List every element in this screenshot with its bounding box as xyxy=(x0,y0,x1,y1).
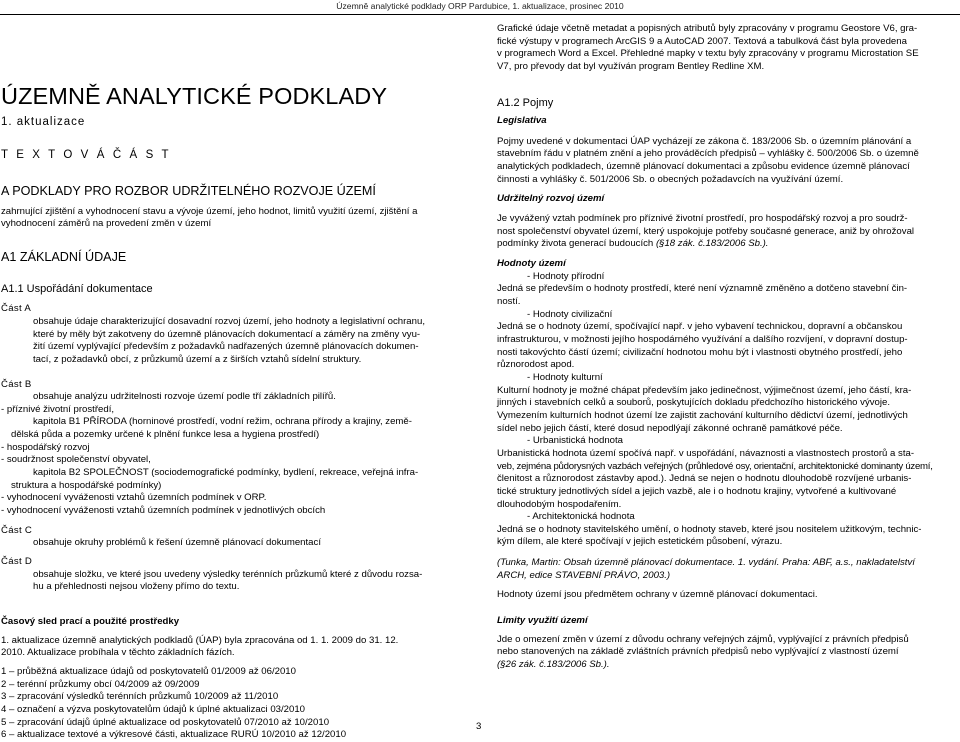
part-b-label: Část B xyxy=(1,378,32,390)
civilizacni-heading: - Hodnoty civilizační xyxy=(527,308,613,320)
text-line: žití území vyplývající především z požadavků nadřazených územně plánovacích dokumen- xyxy=(33,341,419,353)
text-line: Vymezením kulturních hodnot území lze zajistit zachování kulturního dědictví území, jednotlivých xyxy=(497,409,908,421)
legal-reference: (§18 zák. č.183/2006 Sb.). xyxy=(655,238,769,250)
architektonicka-text xyxy=(497,524,955,549)
text-line xyxy=(497,238,955,251)
text-line: Urbanistická hodnota území spočívá např. v uspořádání, návaznosti a vlastnostech prostorů a sta- xyxy=(497,447,915,459)
text-line: Jedná se především o hodnoty prostředí, které není významně změněno a dotčeno stavební čin- xyxy=(497,283,908,295)
phase-list xyxy=(1,666,471,742)
text-fragment: podmínky života generací budoucích xyxy=(497,238,654,250)
udrzitelny-heading: Udržitelný rozvoj území xyxy=(497,193,605,205)
part-b-list xyxy=(1,404,471,518)
citation xyxy=(497,557,955,582)
prirodni-text xyxy=(497,283,955,308)
page-number: 3 xyxy=(476,721,482,732)
text-line: (Tunka, Martin: Obsah územně plánovací dokumentace. 1. vydání. Praha: ABF, a.s., nakladatelství xyxy=(497,557,915,569)
text-line: Grafické údaje včetně metadat a popisných atributů byly zpracovány v programu Geostore V6, gra- xyxy=(497,23,918,34)
list-item: kapitola B2 SPOLEČNOST (sociodemografické podmínky, bydlení, rekreace, veřejná infra- xyxy=(33,467,419,479)
text-line: Je vyvážený vztah podmínek pro příznivé životní prostředí, pro hospodářský rozvoj a pro soudrž- xyxy=(497,213,908,225)
text-line: obsahuje údaje charakterizující dosavadní rozvoj území, jeho hodnoty a legislativní ochranu, xyxy=(33,315,425,327)
document-subtitle: 1. aktualizace xyxy=(1,115,86,128)
a1-heading: A1 ZÁKLADNÍ ÚDAJE xyxy=(1,250,127,265)
text-line: kým dílem, ale které spočívají v jejich estetickém působení, výrazu. xyxy=(497,536,783,548)
part-b-text: obsahuje analýzu udržitelnosti rozvoje území podle tří základních pilířů. xyxy=(33,391,336,403)
text-line: infrastrukturou, v možnosti jejího hospodárného využívání a dalšího rozvíjení, v dopravní dostup- xyxy=(497,333,908,345)
text-line: Kulturní hodnoty je možné chápat především jako jedinečnost, výjimečnost území, jeho částí, kra- xyxy=(497,384,912,396)
section-a-description xyxy=(1,206,471,231)
phase-item: 5 – zpracování údajů úplné aktualizace od poskytovatelů 07/2010 až 10/2010 xyxy=(1,716,330,728)
hodnoty-outro: Hodnoty území jsou předmětem ochrany v územně plánovací dokumentaci. xyxy=(497,589,818,601)
timeline-heading: Časový sled prací a použité prostředky xyxy=(1,616,180,628)
text-line: nosti takovýchto částí území; civilizační hodnotou mohu být i vlastnosti obytného prostředí, jeho xyxy=(497,346,903,358)
left-column xyxy=(1,84,471,742)
list-item: dělská půda a pozemky určené k plnění funkce lesa a hygiena prostředí) xyxy=(11,429,320,441)
phase-item: 2 – terénní průzkumy obcí 04/2009 až 09/2009 xyxy=(1,678,200,690)
text-line: vyhodnocení záměrů na provedení změn v území xyxy=(1,218,212,230)
text-line: ARCH, edice STAVEBNÍ PRÁVO, 2003.) xyxy=(497,569,671,581)
part-c-label: Část C xyxy=(1,524,33,536)
list-item: struktura a hospodářské podmínky) xyxy=(11,479,162,491)
phase-item: 3 – zpracování výsledků terénních průzkumů 10/2009 až 11/2010 xyxy=(1,691,279,703)
text-line: členitost a různorodost zástavby apod.). Jedná se nejen o hodnotu dlouhodobě rozvíjené urbanis- xyxy=(497,473,912,485)
urbanisticka-text xyxy=(497,448,955,511)
text-line: stavebním řádu v platném znění a jeho prováděcích předpisů – vyhlášky č. 500/2006 Sb. o územně xyxy=(497,148,919,160)
part-a-label: Část A xyxy=(1,303,32,315)
text-line: analytických podkladech, územně plánovací dokumentaci a způsobu evidence územně plánovací xyxy=(497,161,910,173)
list-item: - příznivé životní prostředí, xyxy=(1,403,115,415)
phase-item: 1 – průběžná aktualizace údajů od poskytovatelů 01/2009 až 06/2010 xyxy=(1,665,296,677)
limity-heading: Limity využití území xyxy=(497,615,588,627)
text-line: fické výstupy v programech ArcGIS 9 a AutoCAD 2007. Textová a tabulková část byla provedena xyxy=(497,35,907,47)
legislativa-heading: Legislativa xyxy=(497,115,547,127)
text-line: Jedná se o hodnoty území, spočívající např. v jeho vybavení technickou, dopravní a občanskou xyxy=(497,321,903,333)
urbanisticka-heading: - Urbanistická hodnota xyxy=(527,435,623,447)
text-line: 2010. Aktualizace probíhala v těchto základních fázích. xyxy=(1,647,235,659)
a11-heading: A1.1 Uspořádání dokumentace xyxy=(1,282,153,295)
header-rule xyxy=(0,14,960,15)
udrzitelny-text xyxy=(497,213,955,251)
text-line: V7, pro převody dat byl využíván program Bentley Redline XM. xyxy=(497,60,765,72)
text-line: v programech Word a Excel. Přehledné mapky v textu byly zpracovány v programu Microstation SE xyxy=(497,48,919,60)
text-line: činnosti a vyhlášky č. 501/2006 Sb. o obecných požadavcích na využívání území. xyxy=(497,173,844,185)
text-line: Jde o omezení změn v území z důvodu ochrany veřejných zájmů, vyplývající z právních předpisů xyxy=(497,633,909,645)
page-header xyxy=(0,0,960,15)
list-item: - soudržnost společenství obyvatel, xyxy=(1,454,151,466)
legislativa-text xyxy=(497,136,955,187)
text-line: veb, zejména půdorysných vazbách veřejných (průhledové osy, orientační, architektonické dominanty území, xyxy=(497,460,933,472)
legal-reference: (§26 zák. č.183/2006 Sb.). xyxy=(497,659,610,671)
a12-heading: A1.2 Pojmy xyxy=(497,96,554,109)
text-line: dlouhodobým hospodařením. xyxy=(497,498,622,510)
text-line: ností. xyxy=(497,296,521,308)
text-line: které by měly být zakotveny do územně plánovacích dokumentací a záměry na změny vyu- xyxy=(33,328,421,340)
text-line: Jedná se o hodnoty stavitelského umění, o hodnoty staveb, které jsou nositelem užitkovým, technic- xyxy=(497,523,922,535)
phase-item: 4 – označení a výzva poskytovatelům údajů k úplné aktualizaci 03/2010 xyxy=(1,703,305,715)
section-a-heading: A PODKLADY PRO ROZBOR UDRŽITELNÉHO ROZVOJE ÚZEMÍ xyxy=(1,184,376,199)
running-header-title: Územně analytické podklady ORP Pardubice, 1. aktualizace, prosinec 2010 xyxy=(336,1,624,11)
text-line: zahrnující zjištění a vyhodnocení stavu a vývoje území, jeho hodnot, limitů využití území, zjištění a xyxy=(1,205,418,217)
list-item: - hospodářský rozvoj xyxy=(1,441,90,453)
part-c-text: obsahuje okruhy problémů k řešení územně plánovací dokumentací xyxy=(33,537,321,549)
text-line: 1. aktualizace územně analytických podkladů (ÚAP) byla zpracována od 1. 1. 2009 do 31. 12. xyxy=(1,634,399,646)
list-item: - vyhodnocení vyváženosti vztahů územních podmínek v jednotlivých obcích xyxy=(1,505,326,517)
text-line: nebo stanovených na základě zvláštních právních předpisů nebo vyplývající z vlastností území xyxy=(497,646,899,658)
kulturni-text xyxy=(497,385,955,436)
text-line: tací, z požadavků obcí, z průzkumů území a z širších vztahů sídelní struktury. xyxy=(33,353,362,365)
text-part-heading: T E X T O V Á Č Á S T xyxy=(1,149,172,162)
list-item: kapitola B1 PŘÍRODA (horninové prostředí, vodní režim, ochrana přírody a krajiny, země- xyxy=(33,416,412,428)
limity-text xyxy=(497,634,955,672)
list-item: - vyhodnocení vyváženosti vztahů územních podmínek v ORP. xyxy=(1,492,267,504)
kulturni-heading: - Hodnoty kulturní xyxy=(527,371,603,383)
hodnoty-heading: Hodnoty území xyxy=(497,258,566,270)
text-line: různorodost apod. xyxy=(497,359,575,371)
part-a-text xyxy=(1,316,471,367)
text-line: nost společenství obyvatel území, který uspokojuje potřeby současné generace, aniž by ohrožoval xyxy=(497,225,915,237)
text-line: sídel nebo jejich částí, které dosud nepodlýají zákonné ochraně památkové péče. xyxy=(497,422,843,434)
prirodni-heading: - Hodnoty přírodní xyxy=(527,270,605,282)
civilizacni-text xyxy=(497,321,955,372)
text-line: Pojmy uvedené v dokumentaci ÚAP vycházejí ze zákona č. 183/2006 Sb. o územním plánování a xyxy=(497,135,912,147)
text-line: tické struktury jednotlivých sídel a jejich vazbě, ale i o hodnotu krajiny, vytvořené a kultivované xyxy=(497,485,897,497)
text-line: hu a přehlednosti nejsou vloženy přímo do textu. xyxy=(33,581,240,593)
software-intro xyxy=(497,23,955,74)
part-d-label: Část D xyxy=(1,556,33,568)
right-column xyxy=(497,23,955,672)
phase-item: 6 – aktualizace textové a výkresové části, aktualizace RURÚ 10/2010 až 12/2010 xyxy=(1,729,347,741)
document-title: ÚZEMNĚ ANALYTICKÉ PODKLADY xyxy=(1,83,388,109)
timeline-intro xyxy=(1,635,471,660)
text-line: jinných i stavebních celků a souborů, poskytujících dokladu předchozího historického vývoje. xyxy=(497,397,891,409)
text-line: obsahuje složku, ve které jsou uvedeny výsledky terénních průzkumů které z důvodu rozsa- xyxy=(33,568,423,580)
part-d-text xyxy=(1,569,471,594)
architektonicka-heading: - Architektonická hodnota xyxy=(527,511,635,523)
